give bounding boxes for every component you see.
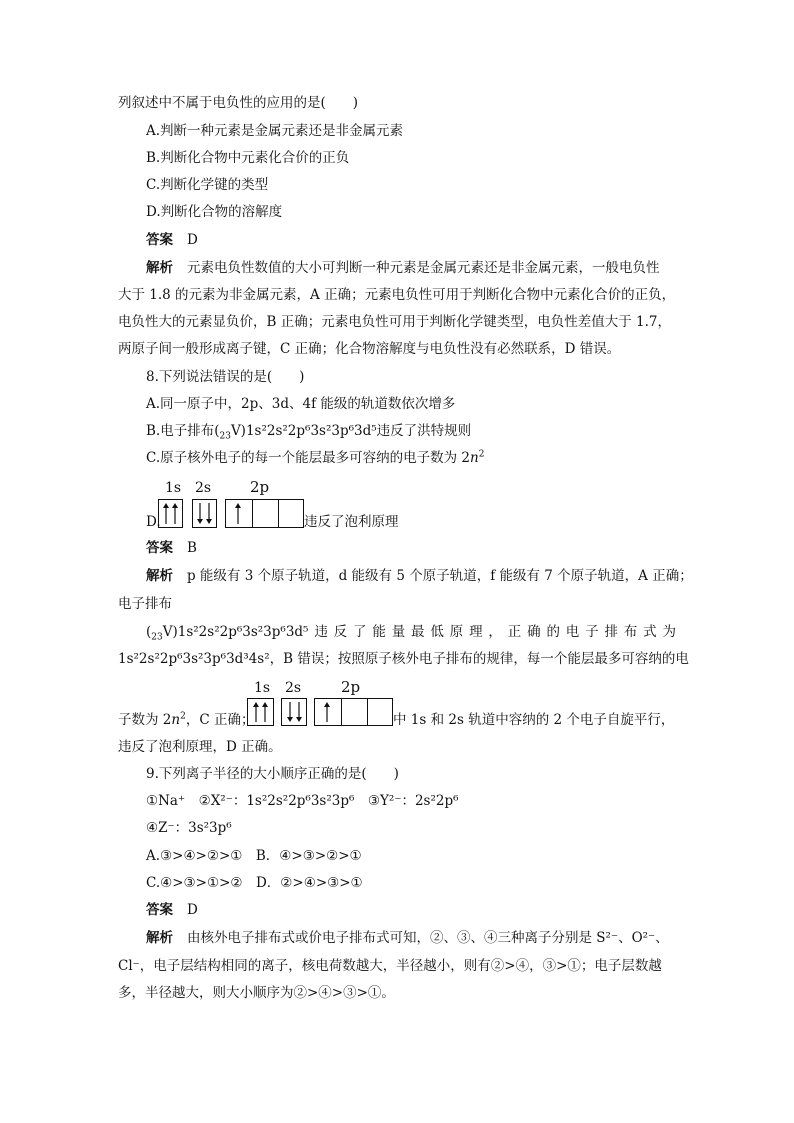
explanation-label: 解析 bbox=[146, 568, 173, 584]
arrow-1s-a-up-icon bbox=[163, 503, 169, 524]
q8-option-d-text: 违反了泡利原理 bbox=[304, 514, 399, 530]
q8-explanation-line-5b: 中 1s 和 2s 轨道中容纳的 2 个电子自旋平行， bbox=[393, 712, 675, 728]
q7-explanation-line-2: 大于 1.8 的元素为非金属元素，A 正确；元素电负性可用于判断化合物中元素化合价的正负， bbox=[118, 287, 676, 303]
q7-option-a: A.判断一种元素是金属元素还是非金属元素 bbox=[146, 123, 404, 139]
arrow-2p-a-up-icon bbox=[324, 702, 330, 722]
orbital-label-2s: 2s bbox=[285, 680, 302, 696]
orbital-arrows-explanation bbox=[247, 680, 393, 726]
orbital-label-1s: 1s bbox=[254, 680, 271, 696]
q8-explanation-line-6: 违反了泡利原理，D 正确。 bbox=[118, 739, 282, 755]
arrow-2s-a-down-icon bbox=[197, 503, 203, 524]
arrow-1s-b-up-icon bbox=[172, 503, 178, 524]
answer-label: 答案 bbox=[146, 902, 173, 918]
q8-option-c: C.原子核外电子的每一个能层最多可容纳的电子数为 $2n^2$ bbox=[146, 449, 485, 466]
orbital-label-1s: 1s bbox=[165, 480, 182, 496]
q9-answer bbox=[146, 904, 198, 918]
q7-explanation-line-4: 两原子间一般形成离子键，C 正确；化合物溶解度与电负性没有必然联系，D 错误。 bbox=[118, 341, 621, 357]
q9-stem: 9.下列离子半径的大小顺序正确的是( ) bbox=[146, 766, 399, 782]
q9-items-line-1: ①Na⁺ ②X²⁻：1s²2s²2p⁶3s²3p⁶ ③Y²⁻：2s²2p⁶ bbox=[146, 793, 459, 809]
explanation-label: 解析 bbox=[146, 260, 173, 276]
orbital-diagram-explanation bbox=[247, 680, 393, 726]
answer-value: D bbox=[187, 232, 198, 248]
q8-option-a: A.同一原子中，2p、3d、4f 能级的轨道数依次增多 bbox=[146, 396, 456, 412]
q7-explanation-line-3: 电负性大的元素显负价，B 正确；元素电负性可用于判断化学键类型，电负性差值大于 1.7， bbox=[118, 314, 671, 330]
arrow-2p-a-up-icon bbox=[235, 503, 241, 524]
orbital-diagram-option-d bbox=[158, 480, 304, 528]
explanation-label: 解析 bbox=[146, 930, 173, 946]
arrow-1s-a-up-icon bbox=[253, 702, 259, 722]
q9-explanation-line-1: 解析 由核外电子排布式或价电子排布式可知，②、③、④三种离子分别是 S²⁻、O²⁻、 bbox=[146, 930, 669, 946]
q9-explanation-line-2: Cl⁻，电子层结构相同的离子，核电荷数越大，半径越小，则有②>④，③>①；电子层数越 bbox=[118, 958, 662, 974]
orbital-label-2s: 2s bbox=[195, 480, 212, 496]
q8-explanation-line-5a: 子数为 $2n^2$，C 正确； bbox=[118, 711, 255, 728]
q8-option-b: B.电子排布$(_{23}V)1s^22s^22p^63s^23p^63d^5$违反了洪特规则 bbox=[146, 423, 472, 442]
q8-option-d-label: D. bbox=[146, 514, 161, 530]
q7-answer bbox=[146, 234, 198, 248]
answer-value: D bbox=[187, 902, 198, 918]
orbital-label-2p: 2p bbox=[250, 478, 270, 496]
q8-explanation-line-2: 电子排布 bbox=[118, 596, 172, 612]
answer-label: 答案 bbox=[146, 232, 173, 248]
q7-option-c: C.判断化学键的类型 bbox=[146, 177, 269, 193]
q8-explanation-line-1: 解析 p 能级有 3 个原子轨道，d 能级有 5 个原子轨道，f 能级有 7 个原子轨道，A 正确； bbox=[146, 568, 693, 584]
arrow-2s-b-down-icon bbox=[296, 702, 302, 722]
q8-answer bbox=[146, 542, 197, 556]
q8-explanation-line-3: $(_{23}V)1s^22s^22p^63s^23p^63d^5$ 违 反 了 能 量 最 低 原 理 ， 正 确 的 电 子 排 布 式 为 bbox=[146, 624, 676, 643]
arrow-2s-b-down-icon bbox=[206, 503, 212, 524]
q9-options-cd: C.④>③>①>② D．②>④>③>① bbox=[146, 875, 363, 891]
q8-explanation-line-4: 1s²2s²2p⁶3s²3p⁶3d³4s²，B 错误；按照原子核外电子排布的规律，每一个能层最多可容纳的电 bbox=[118, 651, 689, 667]
answer-value: B bbox=[187, 540, 197, 556]
answer-label: 答案 bbox=[146, 540, 173, 556]
orbital-arrows-option-d bbox=[158, 480, 304, 528]
q9-items-line-2: ④Z⁻：3s²3p⁶ bbox=[146, 820, 232, 836]
q7-option-d: D.判断化合物的溶解度 bbox=[146, 204, 283, 220]
orbital-label-2p: 2p bbox=[341, 678, 361, 696]
q8-stem: 8.下列说法错误的是( ) bbox=[146, 369, 305, 385]
q9-options-ab: A.③>④>②>① B．④>③>②>① bbox=[146, 848, 362, 864]
arrow-1s-b-up-icon bbox=[262, 702, 268, 722]
arrow-2s-a-down-icon bbox=[287, 702, 293, 722]
q9-explanation-line-3: 多，半径越大，则大小顺序为②>④>③>①。 bbox=[118, 985, 395, 1001]
q7-explanation-line-1: 解析 元素电负性数值的大小可判断一种元素是金属元素还是非金属元素，一般电负性 bbox=[146, 260, 660, 276]
q7-option-b: B.判断化合物中元素化合价的正负 bbox=[146, 150, 350, 166]
q7-stem: 列叙述中不属于电负性的应用的是( ) bbox=[118, 95, 359, 111]
